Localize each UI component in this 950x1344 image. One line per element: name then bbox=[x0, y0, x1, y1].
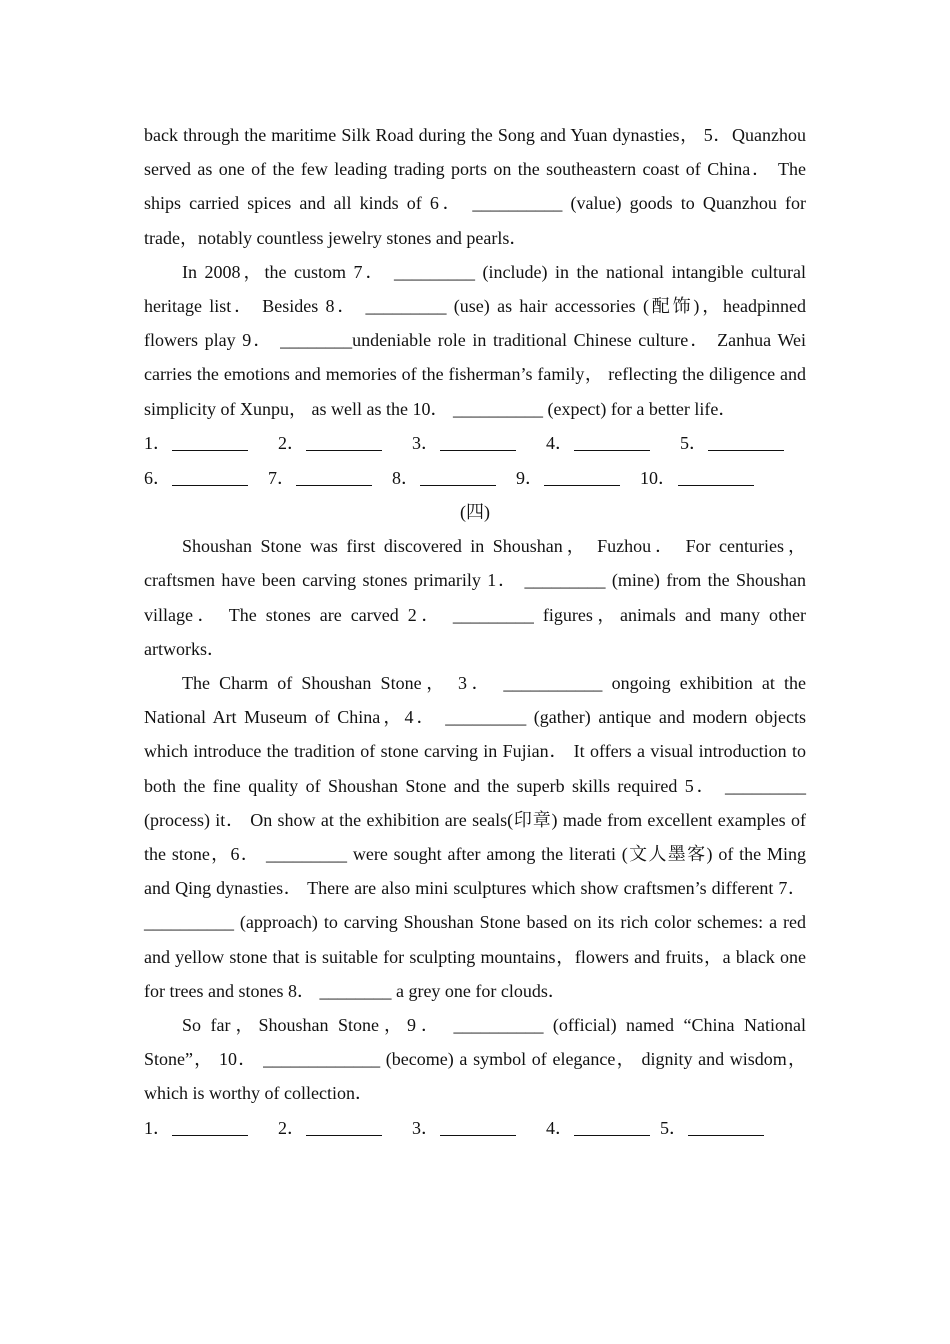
blank-line bbox=[574, 1134, 650, 1136]
answer-blank: 3． bbox=[412, 1111, 516, 1145]
section3-answer-row-2 bbox=[144, 460, 806, 495]
section4-paragraph-2: The Charm of Shoushan Stone， 3． ___________ ongoing exhibition at the National Art Museum of China，4． _________ (gather) antique and modern objects which introduce the tradition of stone carving in Fujian． It offers a visual introduction to both the fine quality of Shoushan Stone and the superb skills required 5． _________ (process) it． On show at the exhibition are seals(印章) made from excellent examples of the stone，6． _________ were sought after among the literati (文人墨客) of the Ming and Qing dynasties． There are also mini sculptures which show craftsmen’s different 7． __________ (approach) to carving Shoushan Stone based on its rich color schemes: a red and yellow stone that is suitable for sculpting mountains，flowers and fruits，a black one for trees and stones 8． ________ a grey one for clouds． bbox=[144, 673, 806, 1001]
blank-line bbox=[172, 1134, 248, 1136]
section4-heading: (四) bbox=[460, 502, 490, 523]
answer-blank: 9． bbox=[516, 461, 620, 495]
answer-blank: 2． bbox=[278, 426, 382, 460]
answer-blank: 8． bbox=[392, 461, 496, 495]
answer-blank: 7． bbox=[268, 461, 372, 495]
blank-line bbox=[306, 1134, 382, 1136]
answer-blank: 1． bbox=[144, 1111, 248, 1145]
section4-paragraph-1: Shoushan Stone was first discovered in Shoushan， Fuzhou． For centuries，craftsmen have been carving stones primarily 1． _________ (mine) from the Shoushan village． The stones are carved 2． _________ figures，animals and many other artworks． bbox=[144, 536, 806, 659]
blank-line bbox=[574, 449, 650, 451]
answer-blank: 2． bbox=[278, 1111, 382, 1145]
section4-answer-row-1 bbox=[144, 1111, 806, 1146]
section3-paragraph-cont: back through the maritime Silk Road during the Song and Yuan dynasties， 5．Quanzhou served as one of the few leading trading ports on the southeastern coast of China． The ships carried spices and all kinds of 6． __________ (value) goods to Quanzhou for trade，notably countless jewelry stones and pearls． bbox=[144, 125, 806, 248]
answer-blank: 6． bbox=[144, 461, 248, 495]
answer-blank: 3． bbox=[412, 426, 516, 460]
blank-line bbox=[688, 1134, 764, 1136]
blank-line bbox=[440, 1134, 516, 1136]
section4-paragraph-3: So far，Shoushan Stone，9． __________ (official) named “China National Stone”， 10． _____________ (become) a symbol of elegance， dignity and wisdom，which is worthy of collection． bbox=[144, 1015, 806, 1104]
section3-answer-row-1 bbox=[144, 426, 806, 461]
answer-blank: 10． bbox=[640, 461, 754, 495]
section3-paragraph-2: In 2008，the custom 7． _________ (include) in the national intangible cultural heritage list． Besides 8． _________ (use) as hair accessories (配饰)，headpinned flowers play 9． ________undeniable role in traditional Chinese culture． Zanhua Wei carries the emotions and memories of the fisherman’s family， reflecting the diligence and simplicity of Xunpu， as well as the 10． __________ (expect) for a better life． bbox=[144, 261, 806, 419]
blank-line bbox=[296, 484, 372, 486]
blank-line bbox=[420, 484, 496, 486]
answer-blank: 4． bbox=[546, 1111, 650, 1145]
document-page bbox=[144, 118, 806, 1145]
blank-line bbox=[678, 484, 754, 486]
blank-line bbox=[172, 484, 248, 486]
blank-line bbox=[544, 484, 620, 486]
blank-line bbox=[440, 449, 516, 451]
blank-line bbox=[172, 449, 248, 451]
answer-blank: 5． bbox=[660, 1111, 764, 1145]
answer-blank: 5． bbox=[680, 426, 784, 460]
blank-line bbox=[708, 449, 784, 451]
blank-line bbox=[306, 449, 382, 451]
answer-blank: 4． bbox=[546, 426, 650, 460]
answer-blank: 1． bbox=[144, 426, 248, 460]
